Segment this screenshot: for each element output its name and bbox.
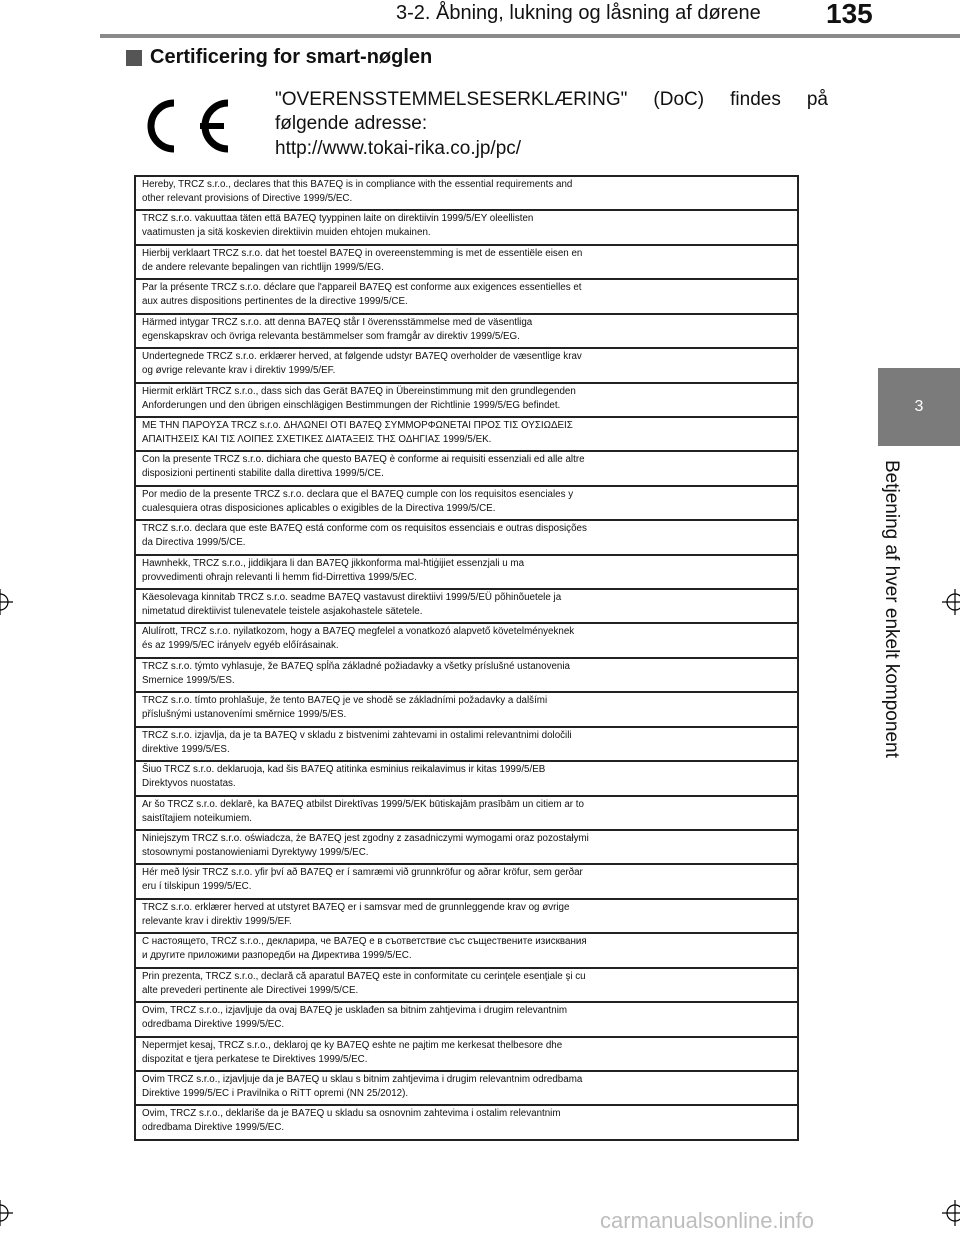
section-title: Certificering for smart-nøglen	[150, 46, 433, 68]
declaration-line: Hierbij verklaart TRCZ s.r.o. dat het toestel BA7EQ in overeenstemming is met de essentiële eisen en	[142, 247, 583, 259]
declaration-line: odredbama Direktive 1999/5/EC.	[142, 1019, 285, 1031]
doc-statement: "OVERENSSTEMMELSESERKLÆRING" (DoC) findes på følgende adresse:	[275, 89, 828, 134]
declaration-line: nimetatud direktiivist tulenevatele teistele asjakohastele sätetele.	[142, 606, 423, 618]
section-title-row	[126, 46, 432, 69]
declaration-row	[136, 693, 797, 727]
declaration-line: TRCZ s.r.o. izjavlja, da je ta BA7EQ v skladu z bistvenimi zahtevami in ostalimi relevantnimi določili	[142, 729, 572, 741]
ce-mark-icon	[140, 96, 240, 156]
footer-watermark: carmanualsonline.info	[600, 1208, 815, 1233]
page-number: 135	[826, 0, 873, 29]
declaration-line: Con la presente TRCZ s.r.o. dichiara che questo BA7EQ è conforme ai requisiti essenziali ed alle altre	[142, 454, 585, 466]
declaration-line: TRCZ s.r.o. vakuuttaa täten että BA7EQ tyyppinen laite on direktiivin 1999/5/EY oleellisten	[142, 213, 534, 225]
declaration-row	[136, 384, 797, 418]
declaration-line: Direktyvos nuostatas.	[142, 778, 236, 790]
declaration-row	[136, 728, 797, 762]
declaration-line: Šiuo TRCZ s.r.o. deklaruoja, kad šis BA7EQ atitinka esminius reikalavimus ir kitas 1999/5/EB	[142, 764, 546, 776]
declaration-line: other relevant provisions of Directive 1999/5/EC.	[142, 193, 353, 204]
declaration-row	[136, 831, 797, 865]
declaration-row	[136, 1072, 797, 1106]
declaration-row	[136, 349, 797, 383]
chapter-tab	[878, 368, 960, 446]
declaration-row	[136, 452, 797, 486]
declaration-row	[136, 177, 797, 211]
declaration-row	[136, 590, 797, 624]
declaration-line: saistītajiem noteikumiem.	[142, 812, 252, 824]
declaration-row	[136, 521, 797, 555]
declaration-line: Smernice 1999/5/ES.	[142, 674, 235, 686]
declaration-line: og øvrige relevante krav i direktiv 1999/5/EF.	[142, 365, 336, 377]
declaration-line: Prin prezenta, TRCZ s.r.o., declară că aparatul BA7EQ este in conformitate cu cerinţele esenţiale şi cu	[142, 970, 586, 982]
declaration-line: Nepermjet kesaj, TRCZ s.r.o., deklaroj qe ky BA7EQ eshte ne pajtim me kerkesat thelbesore dhe	[142, 1039, 563, 1051]
declaration-row	[136, 1038, 797, 1072]
declaration-row	[136, 418, 797, 452]
declaration-line: Hereby, TRCZ s.r.o., declares that this BA7EQ is in compliance with the essential requirements and	[142, 179, 573, 190]
declaration-row	[136, 556, 797, 590]
declaration-line: provvedimenti oħrajn relevanti li hemm fid-Dirrettiva 1999/5/EC.	[142, 571, 417, 583]
declaration-line: Par la présente TRCZ s.r.o. déclare que l'appareil BA7EQ est conforme aux exigences essentielles et	[142, 282, 582, 294]
declaration-line: cualesquiera otras disposiciones aplicables o exigibles de la Directiva 1999/5/CE.	[142, 502, 496, 514]
declaration-line: alte prevederi pertinente ale Directivei 1999/5/CE.	[142, 984, 359, 996]
chapter-header: 3-2. Åbning, lukning og låsning af dørene	[396, 2, 761, 24]
declaration-line: Ovim TRCZ s.r.o., izjavljuje da je BA7EQ u sklau s bitnim zahtjevima i drugim relevantnim odredbama	[142, 1073, 583, 1085]
doc-url-link[interactable]: http://www.tokai-rika.co.jp/pc/	[275, 138, 522, 159]
chapter-tab-number: 3	[914, 398, 924, 415]
declaration-line: Härmed intygar TRCZ s.r.o. att denna BA7EQ står I överensstämmelse med de väsentliga	[142, 316, 533, 328]
declaration-row	[136, 900, 797, 934]
declaration-line: ΑΠΑΙΤΗΣΕΙΣ ΚΑΙ ΤΙΣ ΛΟΙΠΕΣ ΣΧΕΤΙΚΕΣ ΔΙΑΤΑΞΕΙΣ ΤΗΣ ΟΔΗΓΙΑΣ 1999/5/ΕΚ.	[142, 433, 492, 445]
registration-mark-icon	[942, 1200, 960, 1226]
declaration-table	[134, 175, 799, 1141]
declaration-line: Ovim, TRCZ s.r.o., deklariše da je BA7EQ u skladu sa osnovnim zahtevima i ostalim relevantnim	[142, 1108, 561, 1120]
declaration-line: disposizioni pertinenti stabilite dalla direttiva 1999/5/CE.	[142, 468, 384, 480]
declaration-line: stosownymi postanowieniami Dyrektywy 1999/5/EC.	[142, 847, 369, 859]
declaration-line: Käesolevaga kinnitab TRCZ s.r.o. seadme BA7EQ vastavust direktiivi 1999/5/EÜ põhinõuetele ja	[142, 592, 562, 604]
declaration-line: Ar šo TRCZ s.r.o. deklarē, ka BA7EQ atbilst Direktīvas 1999/5/EK būtiskajām prasībām un citiem ar to	[142, 798, 584, 810]
declaration-line: de andere relevante bepalingen van richtlijn 1999/5/EG.	[142, 261, 384, 273]
declaration-line: TRCZ s.r.o. declara que este BA7EQ está conforme com os requisitos essenciais e outras disposições	[142, 523, 587, 535]
declaration-line: Undertegnede TRCZ s.r.o. erklærer herved, at følgende udstyr BA7EQ overholder de væsentlige krav	[142, 351, 582, 363]
registration-mark-icon	[0, 589, 13, 615]
declaration-line: odredbama Direktive 1999/5/EC.	[142, 1122, 285, 1134]
declaration-line: aux autres dispositions pertinentes de la directive 1999/5/CE.	[142, 296, 408, 308]
declaration-line: příslušnými ustanoveními směrnice 1999/5/ES.	[142, 709, 347, 721]
declaration-row	[136, 865, 797, 899]
declaration-row	[136, 246, 797, 280]
declaration-row	[136, 1106, 797, 1138]
declaration-line: Anforderungen und den übrigen einschlägigen Bestimmungen der Richtlinie 1999/5/EG befindet.	[142, 399, 561, 411]
declaration-line: Hér með lýsir TRCZ s.r.o. yfir því að BA7EQ er í samræmi við grunnkröfur og aðrar kröfur, sem gerðar	[142, 867, 583, 879]
declaration-row	[136, 487, 797, 521]
declaration-row	[136, 797, 797, 831]
declaration-line: Direktive 1999/5/EC i Pravilnika o RiTT opremi (NN 25/2012).	[142, 1087, 409, 1099]
declaration-row	[136, 280, 797, 314]
declaration-line: dispozitat e tjera perkatese te Direktives 1999/5/EC.	[142, 1053, 368, 1065]
declaration-row	[136, 315, 797, 349]
declaration-line: ΜΕ ΤΗΝ ΠΑΡΟΥΣΑ TRCZ s.r.o. ΔΗΛΩΝΕΙ ΟΤΙ BA7EQ ΣΥΜΜΟΡΦΩΝΕΤΑΙ ΠΡΟΣ ΤΙΣ ΟΥΣΙΩΔΕΙΣ	[142, 419, 573, 431]
declaration-row	[136, 659, 797, 693]
declaration-line: Ovim, TRCZ s.r.o., izjavljuje da ovaj BA7EQ je usklađen sa bitnim zahtjevima i drugim relevantnim	[142, 1005, 568, 1017]
side-chapter-label	[880, 460, 920, 760]
declaration-line: Hawnhekk, TRCZ s.r.o., jiddikjara li dan BA7EQ jikkonforma mal-ħtiġijiet essenzjali u ma	[142, 557, 525, 569]
declaration-line: Niniejszym TRCZ s.r.o. oświadcza, że BA7EQ jest zgodny z zasadniczymi wymogami oraz pozostałymi	[142, 833, 589, 845]
declaration-row	[136, 211, 797, 245]
registration-mark-icon	[0, 1200, 13, 1226]
declaration-line: eru í tilskipun 1999/5/EC.	[142, 881, 252, 893]
header-divider	[100, 34, 960, 38]
declaration-line: С настоящето, TRCZ s.r.o., декларира, че BA7EQ е в съответствие със съществените изисквания	[142, 936, 587, 948]
declaration-line: vaatimusten ja sitä koskevien direktiivin muiden ehtojen mukainen.	[142, 227, 431, 239]
declaration-line: da Directiva 1999/5/CE.	[142, 537, 246, 549]
registration-mark-icon	[942, 589, 960, 615]
declaration-line: и другите приложими разпоредби на Директива 1999/5/EC.	[142, 950, 412, 962]
declaration-line: TRCZ s.r.o. týmto vyhlasuje, že BA7EQ spĺňa základné požiadavky a všetky príslušné ustanovenia	[142, 660, 571, 672]
declaration-line: Alulírott, TRCZ s.r.o. nyilatkozom, hogy a BA7EQ megfelel a vonatkozó alapvető követelményeknek	[142, 626, 575, 638]
declaration-row	[136, 624, 797, 658]
declaration-line: egenskapskrav och övriga relevanta bestämmelser som framgår av direktiv 1999/5/EG.	[142, 330, 520, 342]
declaration-row	[136, 934, 797, 968]
declaration-line: Hiermit erklärt TRCZ s.r.o., dass sich das Gerät BA7EQ in Übereinstimmung mit den grundlegenden	[142, 385, 576, 397]
declaration-line: Por medio de la presente TRCZ s.r.o. declara que el BA7EQ cumple con los requisitos esenciales y	[142, 488, 574, 500]
declaration-row	[136, 969, 797, 1003]
side-chapter-label-text: Betjening af hver enkelt komponent	[881, 460, 902, 758]
square-bullet-icon	[126, 50, 142, 66]
declaration-line: TRCZ s.r.o. tímto prohlašuje, že tento BA7EQ je ve shodě se základními požadavky a dalšími	[142, 695, 548, 707]
declaration-line: és az 1999/5/EC irányelv egyéb előírásainak.	[142, 640, 339, 652]
declaration-line: direktive 1999/5/ES.	[142, 743, 230, 755]
declaration-row	[136, 1003, 797, 1037]
declaration-line: TRCZ s.r.o. erklærer herved at utstyret BA7EQ er i samsvar med de grunnleggende krav og øvrige	[142, 901, 570, 913]
declaration-row	[136, 762, 797, 796]
declaration-line: relevante krav i direktiv 1999/5/EF.	[142, 915, 292, 927]
